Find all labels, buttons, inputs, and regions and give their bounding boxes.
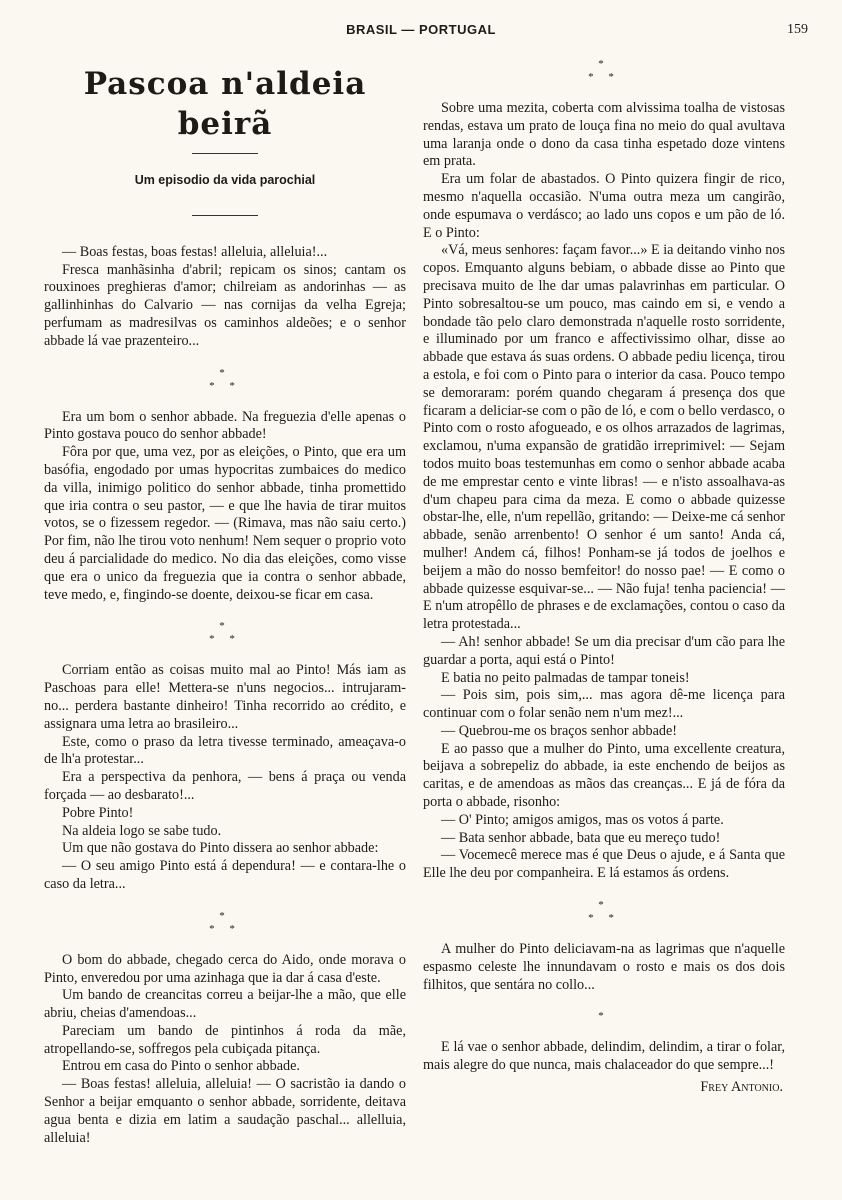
left-column (44, 48, 406, 1188)
paragraph: Um bando de creancitas correu a beijar-lhe a mão, que elle abriu, cheias d'amendoas... (44, 987, 406, 1022)
paragraph: Na aldeia logo se sabe tudo. (62, 822, 222, 839)
paragraph: A mulher do Pinto deliciavam-na as lagrimas que n'aquelle espasmo celeste lhe innundavam o rosto e mais os dos dois filhitos, que sentára no collo... (423, 941, 785, 993)
article-title: Pascoa n'aldeia beirã (83, 66, 367, 142)
asterism-divider: * * * (588, 58, 620, 83)
paragraph: Fôra por que, uma vez, por as eleições, o Pinto, que era um basófia, engodado por umas hypocritas zumbaices do medico da villa, inimigo politico do senhor abbade, tinha promettido que iria contra o seu pastor, — e que lhe havia de tirar muitos votos, se o fizessem regedor. — (Rimava, mas não saiu certo.) Por fim, não lhe tirou voto nenhum! Nem sequer o proprio voto deu á parcialidade do medico. No dia das eleições, como visse que era o unico da freguezia que ia contra o senhor abbade, teve medo, e, fingindo-se doente, deixou-se ficar em casa. (44, 444, 406, 603)
author-signature: Frey Antonio. (700, 1079, 783, 1096)
paragraph: E batia no peito palmadas de tampar toneis! (441, 669, 690, 686)
subtitle-rule (192, 215, 258, 216)
paragraph: — Quebrou-me os braços senhor abbade! (441, 722, 677, 739)
paragraph: E ao passo que a mulher do Pinto, uma excellente creatura, beijava a sobrepeliz do abbade, ia este enchendo de beijos as caritas, e de amendoas as mãos das creanças... E já de fóra da porta o abbade, risonho: (423, 740, 785, 811)
paragraph: — Bata senhor abbade, bata que eu mereço tudo! (441, 829, 721, 846)
paragraph: Era um folar de abastados. O Pinto quizera fingir de rico, mesmo n'aquella occasião. N'uma outra meza um cangirão, onde espumava o verdásco; ao lado uns copos e um pão de ló. E o Pinto: (423, 171, 785, 241)
paragraph: — Boas festas, boas festas! alleluia, alleluia!... (62, 243, 328, 260)
paragraph: Um que não gostava do Pinto dissera ao senhor abbade: (62, 840, 379, 857)
article-subtitle: Um episodio da vida parochial (134, 173, 316, 187)
page-number: 159 (787, 22, 808, 37)
paragraph: — Boas festas! alleluia, alleluia! — O sacristão ia dando o Senhor a beijar emquanto o senhor abbade, sorridente, deitava agua benta e dizia em latim a saudação paschal... allelluia, alleluia! (44, 1076, 406, 1146)
asterism-divider: * * * (588, 899, 620, 925)
paragraph: — Ah! senhor abbade! Se um dia precisar d'um cão para lhe guardar a porta, aqui está o Pinto! (423, 633, 785, 668)
paragraph: Era a perspectiva da penhora, — bens á praça ou venda forçada — ao desbarato!... (44, 769, 406, 803)
paragraph: O bom do abbade, chegado cerca do Aido, onde morava o Pinto, enveredou por uma azinhaga que ia dar á casa d'este. (44, 951, 406, 986)
paragraph: Corriam então as coisas muito mal ao Pinto! Más iam as Paschoas para elle! Mettera-se n'uns negocios... intrujaram-no... perdera bastante dinheiro! Tinha recorrido ao crédito, e assignara uma letra ao brasileiro... (44, 662, 406, 732)
paragraph: — Vocemecê merece mas é que Deus o ajude, e á Santa que Elle lhe deu por companheira. E lá estamos ás ordens. (423, 847, 785, 882)
right-column (423, 58, 785, 1198)
paragraph: Fresca manhãsinha d'abril; repicam os sinos; cantam os rouxinoes preghieras d'amor; chilreiam as andorinhas — as gallinhinhas do Calvario — nas cornijas da velha Egreja; perfumam as madresilvas os caminhos aldeões; e o senhor abbade lá vae prazenteiro... (44, 261, 406, 349)
paragraph: E lá vae o senhor abbade, delindim, delindim, a tirar o folar, mais alegre do que nunca, mais chalaceador do que sempre...! (423, 1039, 785, 1074)
paragraph: «Vá, meus senhores: façam favor...» E ia deitando vinho nos copos. Emquanto alguns bebiam, o abbade disse ao Pinto que precisava muito de lhe dar umas palavrinhas em particular. O Pinto sobresaltou-se um pouco, mas caindo em si, e vendo a bondade tão pelo claro demonstrada n'aquelle rosto sorridente, e illuminado por um franco e affectivissimo olhar, disse ao abbade que estava ás suas ordens. O abbade pediu licença, tirou a estola, e foi com o Pinto para o interior da casa. Pouco tempo se demoraram: porém quando chegaram á presença dos que ficaram a deliciar-se com o pão de ló, e com o bello verdasco, o Pinto com o rosto afogueado, e os olhos arrazados de lagrimas, exclamou, n'uma expansão de gratidão irreprimivel: — Sejam todos muito boas testemunhas em como o senhor abbade acaba de me emprestar cento e vinte libras! — e n'isto assoalhava-as d'um chapeu para cima da meza. E como o abbade quizesse obstar-lhe, elle, n'um repellão, gritando: — Deixe-me cá senhor abbade, senão arrenbento! O senhor é um santo! Anda cá, mulher! Andem cá, filhos! Ponham-se já todos de joelhos e beijem a mão do nosso bemfeitor! do nosso pae! — E como o abbade quizesse esquivar-se... — Não fuja! tenha paciencia! — E n'um atropêllo de phrases e de exclamações, contou o caso da letra protestada... (423, 242, 785, 633)
paragraph: — O' Pinto; amigos amigos, mas os votos á parte. (441, 811, 724, 828)
paragraph: — O seu amigo Pinto está á dependura! — e contara-lhe o caso da letra... (44, 858, 406, 892)
paragraph: Pareciam um bando de pintinhos á roda da mãe, atropellando-se, soffregos pela cubiçada pitança. (44, 1022, 406, 1057)
asterism-divider: * * * (209, 909, 241, 935)
asterism-divider: * * * (209, 620, 241, 646)
title-rule (192, 153, 258, 154)
asterism-divider: * * * (209, 366, 241, 392)
asterism-divider: * (598, 1010, 610, 1023)
paragraph: Entrou em casa do Pinto o senhor abbade. (62, 1058, 300, 1075)
paragraph: Era um bom o senhor abbade. Na freguezia d'elle apenas o Pinto gostava pouco do senhor abbade! (44, 408, 406, 443)
paragraph: Este, como o praso da letra tivesse terminado, ameaçava-o de lh'a protestar... (44, 733, 406, 768)
running-header: BRASIL — PORTUGAL (346, 22, 496, 37)
paragraph: Pobre Pinto! (62, 804, 134, 821)
paragraph: — Pois sim, pois sim,... mas agora dê-me licença para continuar com o folar senão nem n'um mez!... (423, 687, 785, 722)
paragraph: Sobre uma mezita, coberta com alvissima toalha de vistosas rendas, estava um prato de louça fina no meio do qual avultava uma laranja onde o dono da casa tinha espetado doze vintens em prata. (423, 100, 785, 170)
